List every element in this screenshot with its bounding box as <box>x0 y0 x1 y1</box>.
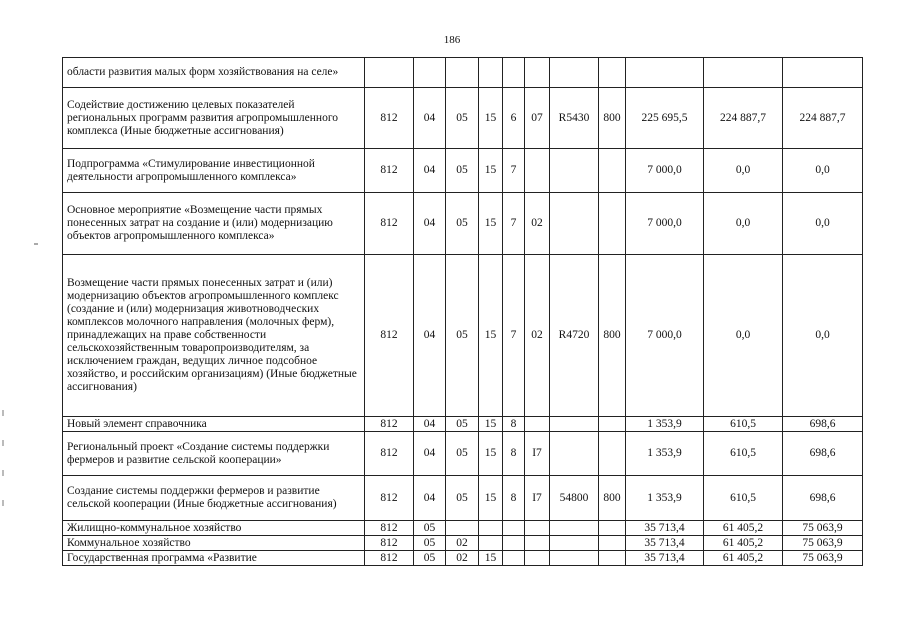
gr-code-cell: 812 <box>365 149 414 193</box>
program-cell <box>479 536 503 551</box>
event-cell <box>525 521 550 536</box>
event-cell <box>525 536 550 551</box>
amount-2021-cell: 698,6 <box>783 432 863 476</box>
amount-2020-cell: 61 405,2 <box>704 551 783 566</box>
table-row <box>63 536 863 551</box>
amount-2020-cell: 0,0 <box>704 255 783 417</box>
expense-type-cell <box>599 149 626 193</box>
event-cell <box>525 149 550 193</box>
gr-code-cell: 812 <box>365 551 414 566</box>
subprogram-cell: 6 <box>503 88 525 149</box>
direction-cell <box>550 149 599 193</box>
table-row <box>63 193 863 255</box>
gr-code-cell: 812 <box>365 88 414 149</box>
section-cell: 04 <box>414 417 446 432</box>
budget-table <box>62 57 863 566</box>
program-cell <box>479 58 503 88</box>
gr-code-cell: 812 <box>365 536 414 551</box>
direction-cell <box>550 432 599 476</box>
page-number: 186 <box>443 34 461 46</box>
program-cell: 15 <box>479 551 503 566</box>
subprogram-cell: 7 <box>503 193 525 255</box>
section-cell: 04 <box>414 193 446 255</box>
amount-2019-cell: 1 353,9 <box>626 417 704 432</box>
subsection-cell: 05 <box>446 193 479 255</box>
subsection-cell <box>446 521 479 536</box>
expense-type-cell <box>599 193 626 255</box>
amount-2021-cell: 698,6 <box>783 417 863 432</box>
gr-code-cell: 812 <box>365 521 414 536</box>
expense-type-cell <box>599 417 626 432</box>
table-row <box>63 149 863 193</box>
subsection-cell: 05 <box>446 432 479 476</box>
amount-2020-cell: 0,0 <box>704 193 783 255</box>
gr-code-cell: 812 <box>365 417 414 432</box>
subprogram-cell: 7 <box>503 255 525 417</box>
event-cell: 07 <box>525 88 550 149</box>
section-cell: 04 <box>414 476 446 521</box>
direction-cell <box>550 521 599 536</box>
amount-2019-cell: 7 000,0 <box>626 193 704 255</box>
event-cell: I7 <box>525 476 550 521</box>
amount-2020-cell: 0,0 <box>704 149 783 193</box>
amount-2020-cell: 61 405,2 <box>704 521 783 536</box>
section-cell: 04 <box>414 432 446 476</box>
table-row <box>63 58 863 88</box>
program-cell: 15 <box>479 432 503 476</box>
table-row <box>63 432 863 476</box>
subsection-cell: 02 <box>446 551 479 566</box>
expense-type-cell <box>599 58 626 88</box>
item-name-cell: области развития малых форм хозяйствования на селе» <box>63 58 365 88</box>
event-cell <box>525 58 550 88</box>
subsection-cell: 05 <box>446 476 479 521</box>
direction-cell <box>550 193 599 255</box>
table-row <box>63 255 863 417</box>
amount-2019-cell: 35 713,4 <box>626 521 704 536</box>
amount-2019-cell: 35 713,4 <box>626 536 704 551</box>
amount-2020-cell: 610,5 <box>704 476 783 521</box>
subsection-cell: 02 <box>446 536 479 551</box>
event-cell <box>525 417 550 432</box>
table-row <box>63 521 863 536</box>
item-name-cell: Содействие достижению целевых показателей региональных программ развития агропромышленного комплекса (Иные бюджетные ассигнования) <box>63 88 365 149</box>
amount-2019-cell: 1 353,9 <box>626 476 704 521</box>
gr-code-cell <box>365 58 414 88</box>
item-name-cell: Новый элемент справочника <box>63 417 365 432</box>
section-cell: 04 <box>414 149 446 193</box>
item-name-cell: Создание системы поддержки фермеров и развитие сельской кооперации (Иные бюджетные ассигнования) <box>63 476 365 521</box>
subsection-cell <box>446 58 479 88</box>
subprogram-cell <box>503 58 525 88</box>
amount-2021-cell: 75 063,9 <box>783 521 863 536</box>
gr-code-cell: 812 <box>365 476 414 521</box>
direction-cell <box>550 536 599 551</box>
amount-2021-cell <box>783 58 863 88</box>
amount-2020-cell: 61 405,2 <box>704 536 783 551</box>
amount-2019-cell: 7 000,0 <box>626 149 704 193</box>
direction-cell <box>550 58 599 88</box>
event-cell: 02 <box>525 193 550 255</box>
amount-2021-cell: 0,0 <box>783 193 863 255</box>
subsection-cell: 05 <box>446 255 479 417</box>
section-cell: 05 <box>414 551 446 566</box>
subprogram-cell: 8 <box>503 417 525 432</box>
amount-2020-cell: 610,5 <box>704 432 783 476</box>
direction-cell <box>550 417 599 432</box>
program-cell: 15 <box>479 149 503 193</box>
table-row <box>63 476 863 521</box>
gr-code-cell: 812 <box>365 193 414 255</box>
program-cell: 15 <box>479 476 503 521</box>
amount-2020-cell: 224 887,7 <box>704 88 783 149</box>
subprogram-cell <box>503 536 525 551</box>
gr-code-cell: 812 <box>365 255 414 417</box>
expense-type-cell <box>599 432 626 476</box>
amount-2019-cell <box>626 58 704 88</box>
amount-2021-cell: 698,6 <box>783 476 863 521</box>
subsection-cell: 05 <box>446 149 479 193</box>
item-name-cell: Коммунальное хозяйство <box>63 536 365 551</box>
program-cell: 15 <box>479 417 503 432</box>
amount-2021-cell: 224 887,7 <box>783 88 863 149</box>
table-row <box>63 88 863 149</box>
item-name-cell: Возмещение части прямых понесенных затрат и (или) модернизацию объектов агропромышленного комплекс (создание и (или) модернизация животноводческих комплексов молочного направления (молочных ферм), принадлежащих на праве собственности сельскохозяйственным товаропроизводителям, за исключением граждан, ведущих личное подсобное хозяйство, и российским организациям) (Иные бюджетные ассигнования) <box>63 255 365 417</box>
subprogram-cell <box>503 551 525 566</box>
section-cell: 05 <box>414 521 446 536</box>
expense-type-cell: 800 <box>599 255 626 417</box>
section-cell: 04 <box>414 255 446 417</box>
subprogram-cell <box>503 521 525 536</box>
section-cell <box>414 58 446 88</box>
direction-cell <box>550 551 599 566</box>
table-row <box>63 551 863 566</box>
item-name-cell: Основное мероприятие «Возмещение части прямых понесенных затрат на создание и (или) модернизацию объектов агропромышленного комплекса» <box>63 193 365 255</box>
expense-type-cell <box>599 551 626 566</box>
amount-2021-cell: 75 063,9 <box>783 551 863 566</box>
program-cell: 15 <box>479 193 503 255</box>
subsection-cell: 05 <box>446 417 479 432</box>
event-cell <box>525 551 550 566</box>
program-cell: 15 <box>479 88 503 149</box>
amount-2019-cell: 7 000,0 <box>626 255 704 417</box>
amount-2020-cell <box>704 58 783 88</box>
direction-cell: R4720 <box>550 255 599 417</box>
table-body <box>63 58 863 566</box>
subprogram-cell: 8 <box>503 476 525 521</box>
amount-2019-cell: 1 353,9 <box>626 432 704 476</box>
gr-code-cell: 812 <box>365 432 414 476</box>
event-cell: I7 <box>525 432 550 476</box>
item-name-cell: Жилищно-коммунальное хозяйство <box>63 521 365 536</box>
amount-2019-cell: 225 695,5 <box>626 88 704 149</box>
subsection-cell: 05 <box>446 88 479 149</box>
item-name-cell: Подпрограмма «Стимулирование инвестиционной деятельности агропромышленного комплекса» <box>63 149 365 193</box>
item-name-cell: Государственная программа «Развитие <box>63 551 365 566</box>
event-cell: 02 <box>525 255 550 417</box>
amount-2021-cell: 75 063,9 <box>783 536 863 551</box>
expense-type-cell: 800 <box>599 88 626 149</box>
expense-type-cell: 800 <box>599 476 626 521</box>
item-name-cell: Региональный проект «Создание системы поддержки фермеров и развитие сельской кооперации» <box>63 432 365 476</box>
program-cell <box>479 521 503 536</box>
table-row <box>63 417 863 432</box>
section-cell: 04 <box>414 88 446 149</box>
program-cell: 15 <box>479 255 503 417</box>
amount-2020-cell: 610,5 <box>704 417 783 432</box>
amount-2019-cell: 35 713,4 <box>626 551 704 566</box>
amount-2021-cell: 0,0 <box>783 255 863 417</box>
subprogram-cell: 7 <box>503 149 525 193</box>
expense-type-cell <box>599 521 626 536</box>
section-cell: 05 <box>414 536 446 551</box>
expense-type-cell <box>599 536 626 551</box>
amount-2021-cell: 0,0 <box>783 149 863 193</box>
direction-cell: R5430 <box>550 88 599 149</box>
subprogram-cell: 8 <box>503 432 525 476</box>
direction-cell: 54800 <box>550 476 599 521</box>
